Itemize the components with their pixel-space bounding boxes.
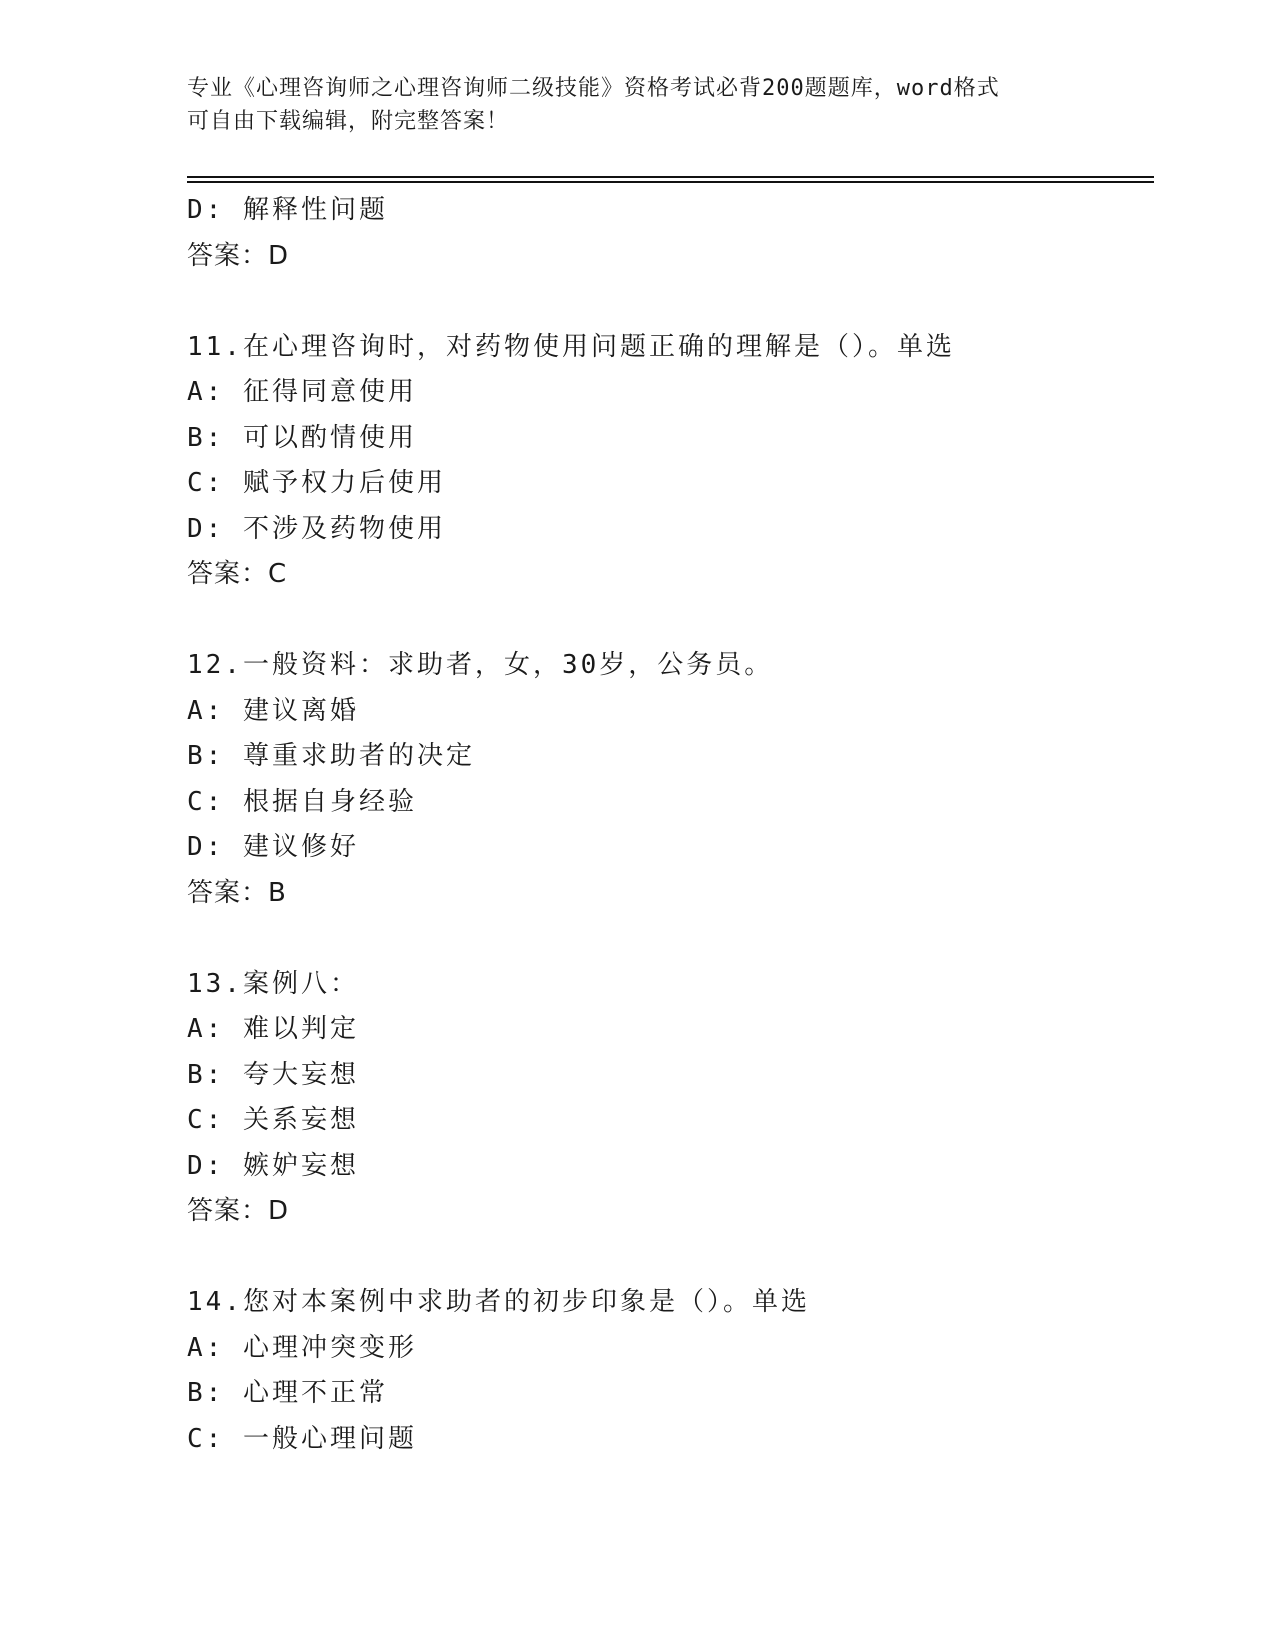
option-b: B: 尊重求助者的决定 <box>187 741 475 771</box>
option-c: C: 赋予权力后使用 <box>187 468 446 498</box>
question-block-14 <box>187 1280 1147 1462</box>
header-divider-bottom <box>187 181 1154 183</box>
option-a: A: 难以判定 <box>187 1014 359 1044</box>
answer-line: 答案：C <box>187 559 288 589</box>
document-header <box>187 72 1087 138</box>
option-a: A: 征得同意使用 <box>187 377 417 407</box>
option-c: C: 一般心理问题 <box>187 1423 417 1454</box>
header-line-2: 可自由下载编辑，附完整答案！ <box>187 109 510 134</box>
question-text: 13.案例八： <box>187 968 359 999</box>
question-list <box>187 188 1147 1462</box>
option-d: D: 解释性问题 <box>187 195 388 225</box>
question-text: 11.在心理咨询时，对药物使用问题正确的理解是（）。单选 <box>187 331 955 362</box>
option-d: D: 不涉及药物使用 <box>187 513 446 544</box>
option-d: D: 嫉妒妄想 <box>187 1150 359 1181</box>
option-d: D: 建议修好 <box>187 832 359 862</box>
spacer <box>187 916 1147 962</box>
spacer <box>187 1235 1147 1281</box>
option-c: C: 关系妄想 <box>187 1105 359 1135</box>
question-block-12 <box>187 643 1147 916</box>
question-block-13 <box>187 962 1147 1235</box>
option-c: C: 根据自身经验 <box>187 786 417 817</box>
question-text: 14.您对本案例中求助者的初步印象是（）。单选 <box>187 1287 810 1317</box>
answer-line: 答案：B <box>187 877 287 908</box>
option-a: A: 建议离婚 <box>187 695 359 726</box>
header-line-1: 专业《心理咨询师之心理咨询师二级技能》资格考试必背200题题库，word格式 <box>187 76 1000 101</box>
question-block-11 <box>187 325 1147 598</box>
answer-line: 答案：D <box>187 1196 290 1226</box>
question-block-continued <box>187 188 1147 279</box>
option-b: B: 可以酌情使用 <box>187 422 417 453</box>
option-b: B: 心理不正常 <box>187 1378 388 1408</box>
question-text: 12.一般资料：求助者，女，30岁，公务员。 <box>187 650 774 680</box>
option-a: A: 心理冲突变形 <box>187 1332 417 1363</box>
option-b: B: 夸大妄想 <box>187 1059 359 1090</box>
answer-line: 答案：D <box>187 240 290 271</box>
spacer <box>187 279 1147 325</box>
spacer <box>187 598 1147 644</box>
header-divider-top <box>187 176 1154 178</box>
